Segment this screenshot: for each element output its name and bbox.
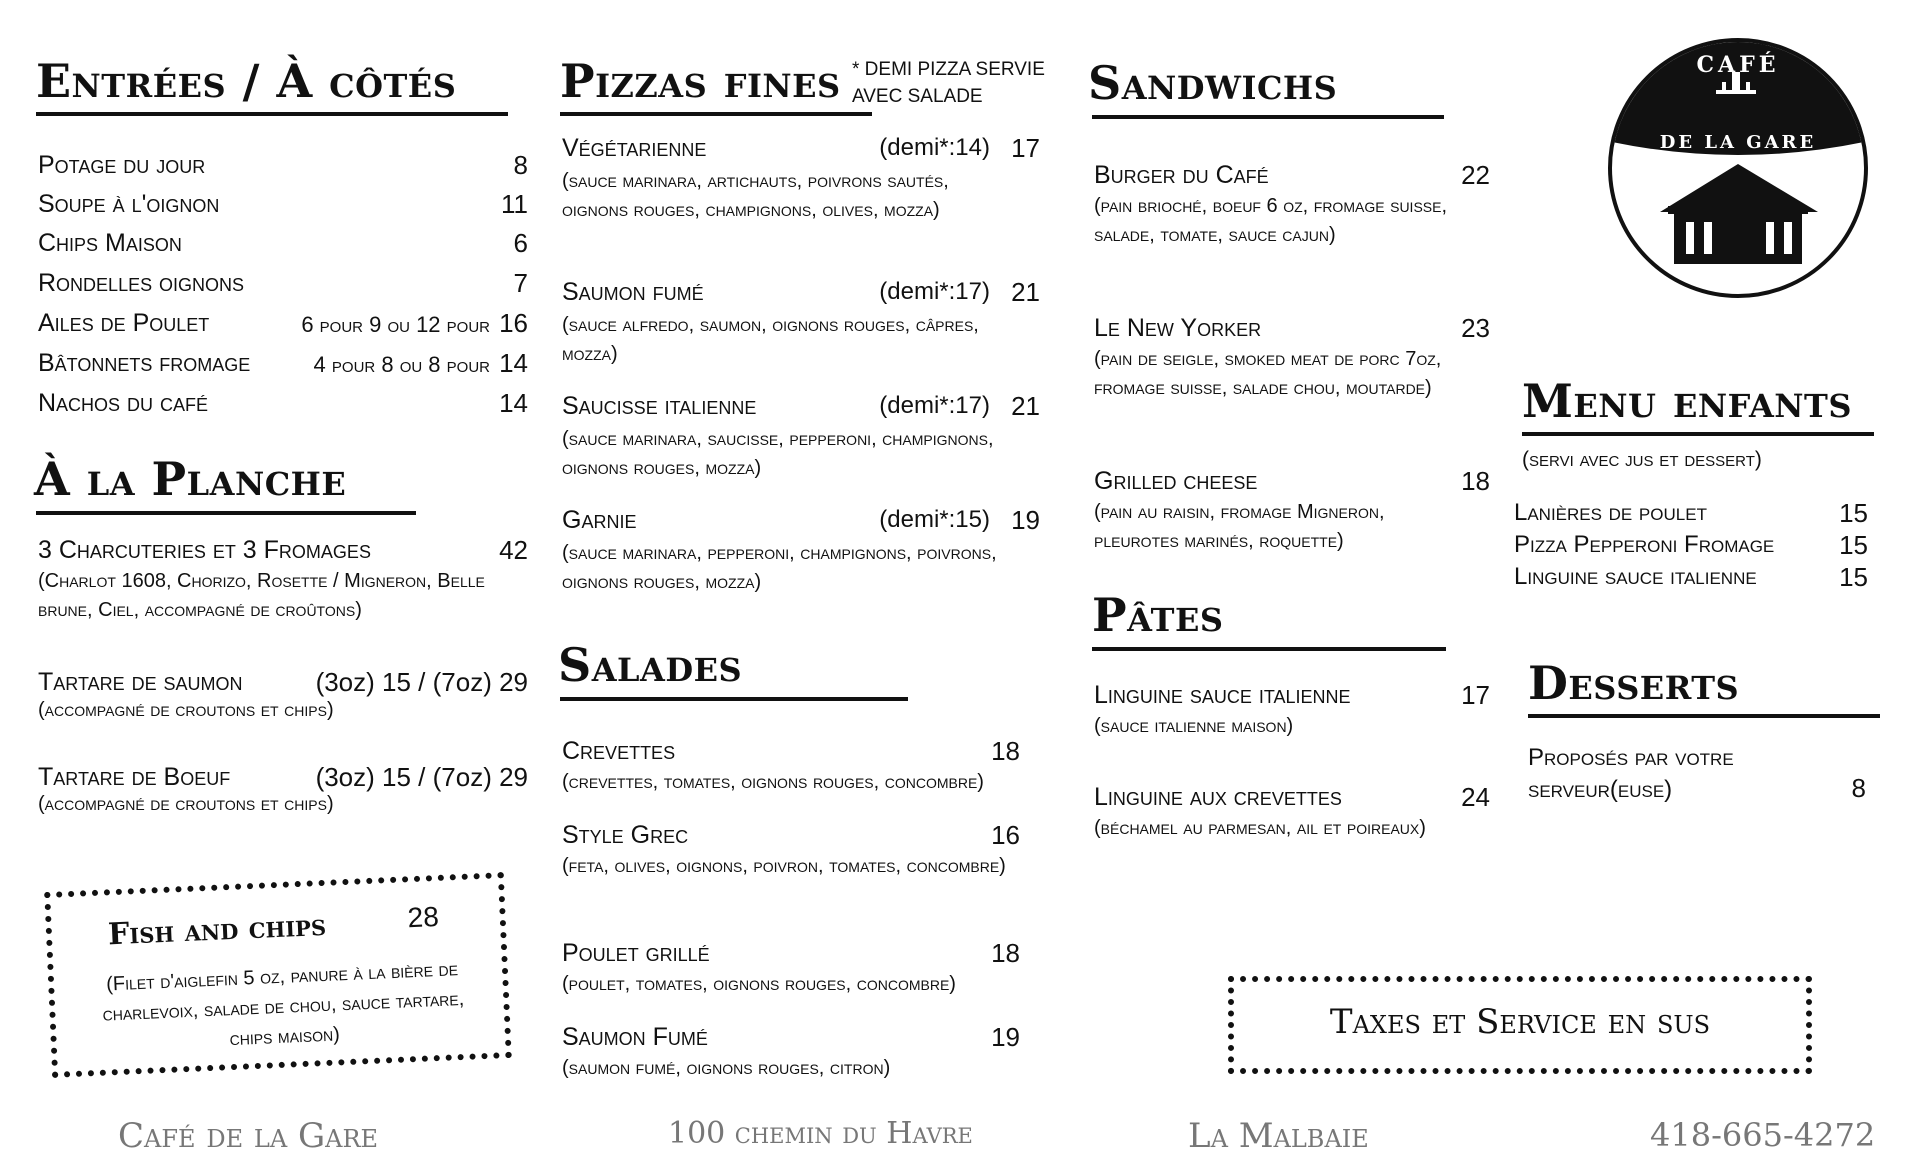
entree-name: Nachos du café [38,389,208,417]
planche-item-desc: (Charlot 1608, Chorizo, Rosette / Migneron, Belle brune, Ciel, accompagné de croûtons) [38,570,485,621]
footer-phone: 418-665-4272 [1650,1116,1876,1154]
planche-item-name: Tartare de Boeuf [38,763,231,791]
entree-name: Ailes de Poulet [38,309,210,337]
salades-rule [560,697,908,701]
footer-address: 100 chemin du Havre [668,1116,973,1151]
logo-bottom-text: DE LA GARE [1659,132,1817,153]
enfants-rule [1522,432,1874,436]
sandwich-desc: (pain au raisin, fromage Migneron, pleurotes marinés, roquette) [1094,501,1385,552]
entrees-rule [36,112,508,116]
taxes-box [1228,976,1812,1074]
salade-name: Style Grec [562,821,689,849]
pizzas-title: Pizzas fines [560,54,841,108]
sandwich-price: 23 [1461,313,1490,343]
entree-option: 4 pour 8 ou 8 pour [313,352,490,377]
pizzas-note: * DEMI PIZZA SERVIE AVEC SALADE [852,59,1045,107]
desserts-desc: Proposés par votre serveur(euse) [1528,744,1734,803]
fish-price: 28 [406,900,440,934]
entree-price: 8 [513,150,528,180]
sandwich-name: Burger du Café [1094,161,1269,189]
pizza-desc: (sauce marinara, pepperoni, champignons, poivrons, oignons rouges, mozza) [562,542,997,593]
sandwich-price: 22 [1461,160,1490,190]
entree-option: 6 pour 9 ou 12 pour [301,312,490,337]
pizza-desc: (sauce marinara, artichauts, poivrons sautés, oignons rouges, champignons, olives, mozza) [562,170,949,221]
fish-title: Fish and chips [107,907,327,953]
fish-desc: (Filet d'aiglefin 5 oz, panure à la bière de charlevoix, salade de chou, sauce tartare, chips maison) [102,958,465,1051]
entree-price: 11 [501,189,528,219]
pate-name: Linguine aux crevettes [1094,783,1342,811]
sandwich-name: Grilled cheese [1094,467,1258,495]
salades-title: Salades [558,638,743,692]
pizza-price: 21 [1011,391,1040,421]
logo-top-text: CAFÉ [1696,52,1780,78]
footer-city: La Malbaie [1188,1116,1369,1156]
entree-name: Soupe à l'oignon [38,190,220,218]
planche-rule [36,511,416,515]
pate-price: 24 [1461,782,1490,812]
salade-price: 18 [991,736,1020,766]
pizza-price: 21 [1011,277,1040,307]
pizza-price: 17 [1011,133,1040,163]
pate-price: 17 [1461,680,1490,710]
entrees-title: Entrées / À côtés [36,54,457,108]
planche-item-price: (3oz) 15 / (7oz) 29 [315,667,528,697]
sandwich-desc: (pain brioché, boeuf 6 oz, fromage suisse, salade, tomate, sauce cajun) [1094,195,1448,246]
pates-rule [1092,647,1446,651]
fish-and-chips-box [44,872,512,1078]
entree-price: 14 [499,348,528,378]
entree-name: Potage du jour [38,151,206,179]
taxes-text: Taxes et Service en sus [1329,1002,1711,1042]
pizza-name: Végétarienne [562,134,707,162]
entree-name: Bâtonnets fromage [38,349,251,377]
sandwich-price: 18 [1461,466,1490,496]
planche-item-desc: (accompagné de croutons et chips) [38,699,334,721]
enfant-name: Pizza Pepperoni Fromage [1514,531,1775,558]
enfants-title: Menu enfants [1522,374,1852,428]
pizza-desc: (sauce marinara, saucisse, pepperoni, champignons, oignons rouges, mozza) [562,428,994,479]
entree-name: Chips Maison [38,229,182,257]
pizza-name: Saucisse italienne [562,392,757,420]
enfant-name: Lanières de poulet [1514,499,1707,526]
footer-name: Café de la Gare [118,1116,379,1156]
desserts-rule [1528,714,1880,718]
sandwich-desc: (pain de seigle, smoked meat de porc 7oz, fromage suisse, salade chou, moutarde) [1094,348,1442,399]
pates-title: Pâtes [1092,588,1224,642]
salade-price: 18 [991,938,1020,968]
pizza-name: Garnie [562,506,637,534]
enfant-price: 15 [1839,530,1868,560]
entree-price: 6 [513,228,528,258]
salade-desc: (feta, olives, oignons, poivron, tomates, concombre) [562,855,1006,877]
sandwichs-title: Sandwichs [1088,56,1338,110]
salade-price: 19 [991,1022,1020,1052]
salade-name: Poulet grillé [562,939,710,967]
pate-desc: (béchamel au parmesan, ail et poireaux) [1094,817,1426,839]
salade-desc: (crevettes, tomates, oignons rouges, concombre) [562,771,984,793]
planche-item-name: Tartare de saumon [38,668,243,696]
planche-item-price: (3oz) 15 / (7oz) 29 [315,762,528,792]
entree-name: Rondelles oignons [38,269,245,297]
pizza-demi: (demi*:17) [879,278,990,305]
sandwichs-rule [1092,115,1444,119]
pizza-name: Saumon fumé [562,278,704,306]
enfant-price: 15 [1839,562,1868,592]
planche-item-desc: (accompagné de croutons et chips) [38,793,334,815]
pizza-desc: (sauce alfredo, saumon, oignons rouges, câpres, mozza) [562,314,979,365]
pizza-demi: (demi*:14) [879,134,990,161]
salade-price: 16 [991,820,1020,850]
sandwich-name: Le New Yorker [1094,314,1262,342]
salade-desc: (saumon fumé, oignons rouges, citron) [562,1057,891,1079]
pizza-price: 19 [1011,505,1040,535]
planche-item-name: 3 Charcuteries et 3 Fromages [38,536,371,564]
desserts-price: 8 [1851,773,1866,803]
salade-desc: (poulet, tomates, oignons rouges, concombre) [562,973,956,995]
desserts-title: Desserts [1528,656,1740,710]
enfant-price: 15 [1839,498,1868,528]
pizzas-rule [560,112,872,116]
pizza-demi: (demi*:15) [879,506,990,533]
pate-name: Linguine sauce italienne [1094,681,1351,709]
enfant-name: Linguine sauce italienne [1514,563,1757,590]
pate-desc: (sauce italienne maison) [1094,715,1294,737]
planche-title: À la Planche [34,452,347,506]
salade-name: Crevettes [562,737,676,765]
entree-price: 16 [499,308,528,338]
planche-item-price: 42 [499,535,528,565]
salade-name: Saumon Fumé [562,1023,708,1051]
entree-price: 14 [499,388,528,418]
pizza-demi: (demi*:17) [879,392,990,419]
cafe-logo [1608,38,1868,298]
entree-price: 7 [513,268,528,298]
enfants-subtitle: (servi avec jus et dessert) [1522,448,1762,471]
